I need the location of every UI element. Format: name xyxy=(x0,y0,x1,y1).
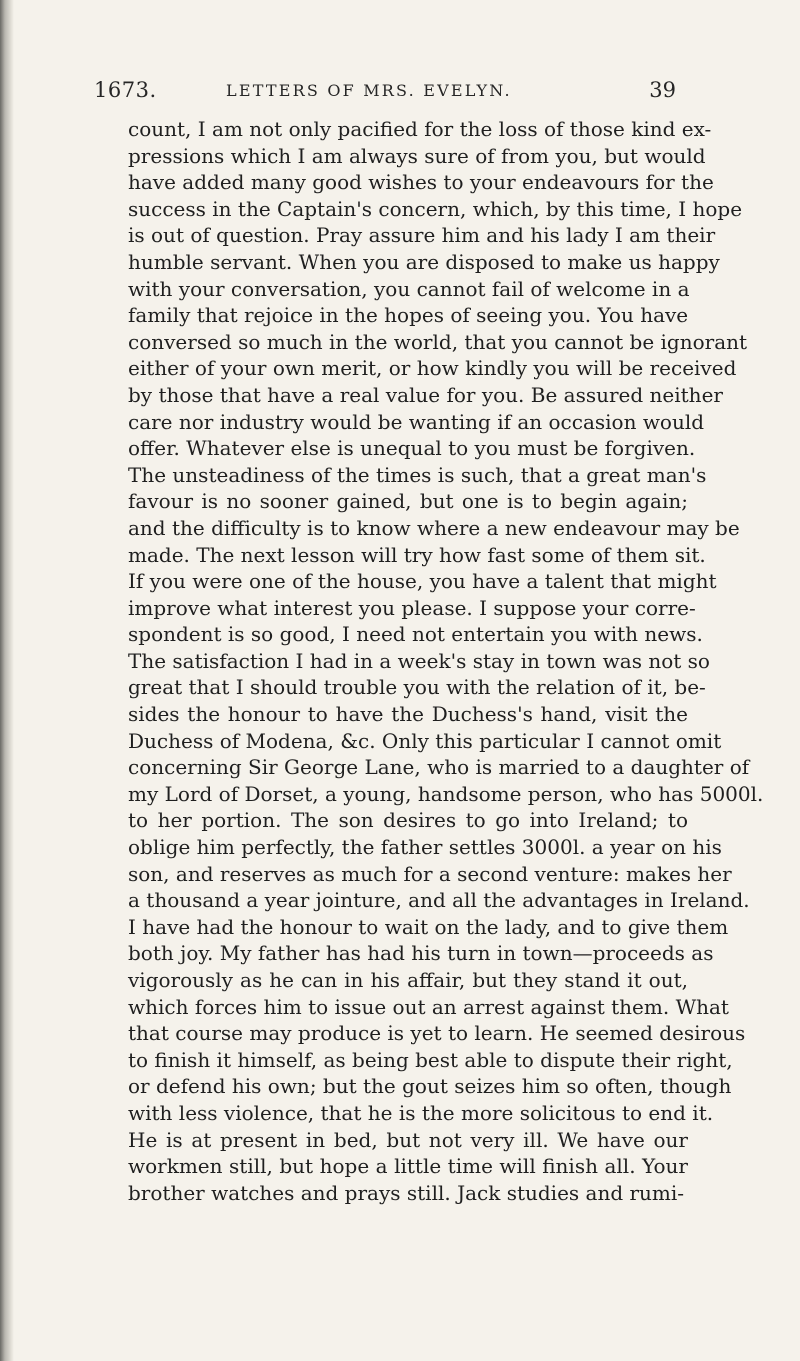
text-line: by those that have a real value for you. Be assured neither xyxy=(128,382,723,407)
text-line: great that I should trouble you with the relation of it, be- xyxy=(128,675,706,700)
text-line: and the difficulty is to know where a new endeavour may be xyxy=(128,515,740,540)
text-line: The satisfaction I had in a week's stay in town was not so xyxy=(128,648,710,673)
text-line: that course may produce is yet to learn. He seemed desirous xyxy=(128,1021,746,1046)
text-line: to her portion. The son desires to go into Ireland; to xyxy=(128,808,688,833)
running-head-year: 1673. xyxy=(94,78,157,102)
text-line: which forces him to issue out an arrest against them. What xyxy=(128,994,729,1019)
text-line: If you were one of the house, you have a talent that might xyxy=(128,569,717,594)
text-line: count, I am not only pacified for the loss of those kind ex- xyxy=(128,117,712,141)
text-line: spondent is so good, I need not entertain you with news. xyxy=(128,622,703,647)
text-line: have added many good wishes to your endeavours for the xyxy=(128,170,714,195)
letter-body-text xyxy=(128,116,764,1206)
text-line: success in the Captain's concern, which, by this time, I hope xyxy=(128,196,743,221)
text-line: humble servant. When you are disposed to make us happy xyxy=(128,249,720,274)
text-line: both joy. My father has had his turn in town—proceeds as xyxy=(128,941,714,966)
text-line: I have had the honour to wait on the lady, and to give them xyxy=(128,914,729,939)
text-line: family that rejoice in the hopes of seeing you. You have xyxy=(128,303,689,328)
text-line: oblige him perfectly, the father settles 3000l. a year on his xyxy=(128,835,722,860)
text-line: Duchess of Modena, &c. Only this particular I cannot omit xyxy=(128,728,722,753)
text-line: vigorously as he can in his affair, but they stand it out, xyxy=(128,968,688,992)
text-line: The unsteadiness of the times is such, that a great man's xyxy=(128,462,707,487)
text-line: improve what interest you please. I suppose your corre- xyxy=(128,595,696,620)
running-head-title: LETTERS OF MRS. EVELYN. xyxy=(226,81,512,100)
text-line: concerning Sir George Lane, who is married to a daughter of xyxy=(128,755,750,780)
text-line: He is at present in bed, but not very ill. We have our xyxy=(128,1127,688,1152)
text-line: sides the honour to have the Duchess's hand, visit the xyxy=(128,702,688,727)
text-line: pressions which I am always sure of from you, but would xyxy=(128,143,706,168)
text-line: my Lord of Dorset, a young, handsome person, who has 5000l. xyxy=(128,781,764,806)
text-line: or defend his own; but the gout seizes him so often, though xyxy=(128,1074,732,1099)
text-line: a thousand a year jointure, and all the advantages in Ireland. xyxy=(128,888,750,913)
text-line: either of your own merit, or how kindly you will be received xyxy=(128,356,737,381)
text-line: conversed so much in the world, that you cannot be ignorant xyxy=(128,329,748,354)
text-line: favour is no sooner gained, but one is to begin again; xyxy=(128,489,688,514)
page-number: 39 xyxy=(649,78,676,102)
text-line: brother watches and prays still. Jack studies and rumi- xyxy=(128,1180,685,1205)
text-line: with your conversation, you cannot fail of welcome in a xyxy=(128,276,690,301)
text-line: care nor industry would be wanting if an occasion would xyxy=(128,409,705,434)
text-line: offer. Whatever else is unequal to you must be forgiven. xyxy=(128,436,696,461)
text-line: with less violence, that he is the more solicitous to end it. xyxy=(128,1100,714,1125)
text-line: to finish it himself, as being best able to dispute their right, xyxy=(128,1047,733,1072)
page-binding-edge xyxy=(0,0,14,1361)
running-head xyxy=(94,78,676,108)
text-line: workmen still, but hope a little time will finish all. Your xyxy=(128,1154,688,1179)
text-line: is out of question. Pray assure him and his lady I am their xyxy=(128,223,716,248)
text-line: son, and reserves as much for a second venture: makes her xyxy=(128,861,732,886)
text-line: made. The next lesson will try how fast some of them sit. xyxy=(128,542,706,567)
